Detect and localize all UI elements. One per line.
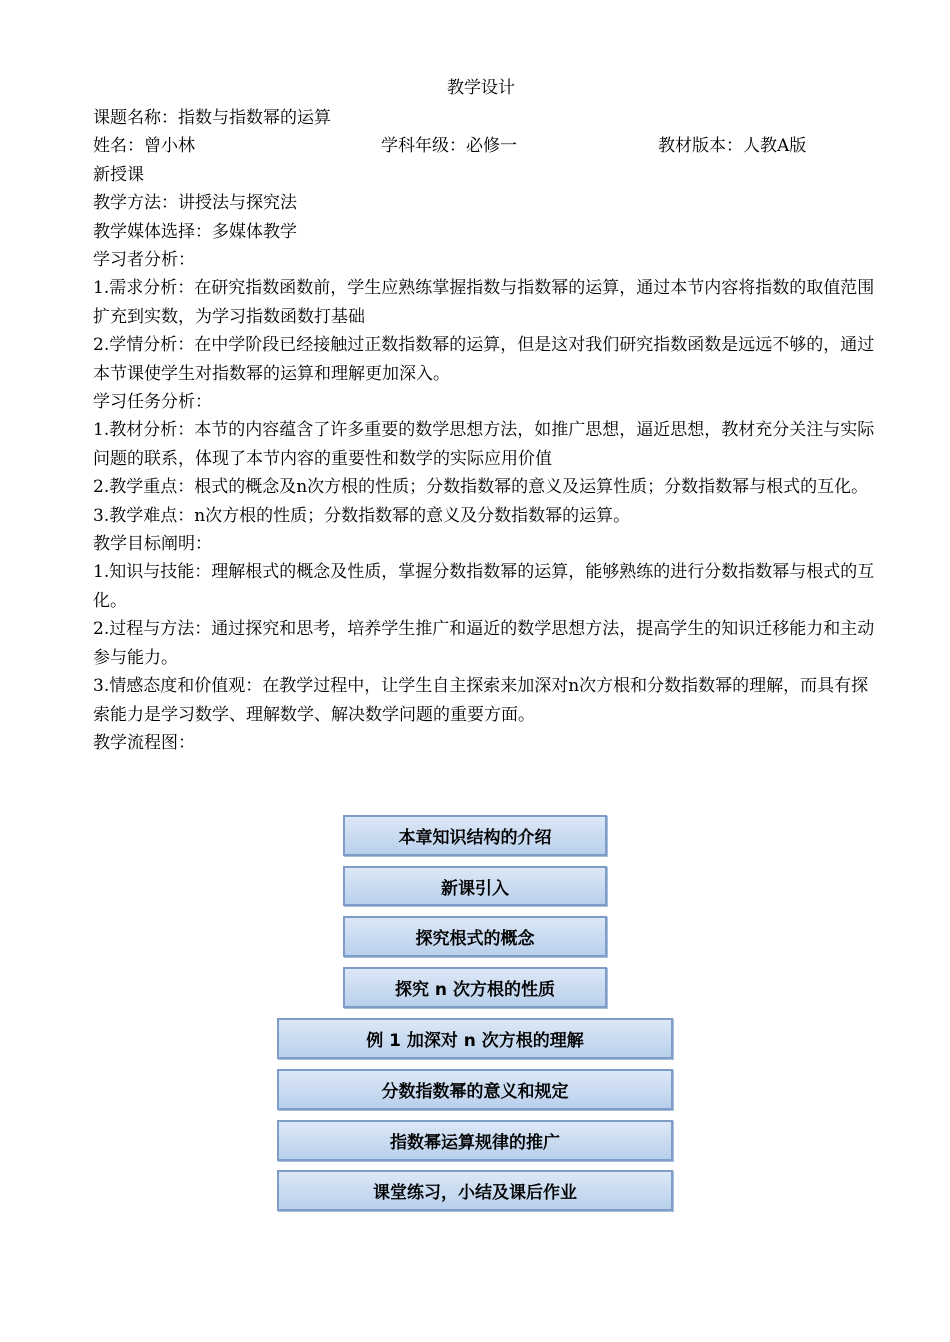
flowchart-step: 探究根式的概念 bbox=[343, 916, 607, 957]
textbook-edition: 教材版本：人教A版 bbox=[658, 136, 807, 157]
objectives-heading: 教学目标阐明： bbox=[93, 534, 212, 555]
task-analysis-item: 2.教学重点：根式的概念及n次方根的性质；分数指数幂的意义及运算性质；分数指数幂与根式的互化。 bbox=[93, 477, 869, 498]
objectives-item: 3.情感态度和价值观：在教学过程中，让学生自主探索来加深对n次方根和分数指数幂的理解，而具有探索能力是学习数学、理解数学、解决数学问题的重要方面。 bbox=[93, 676, 869, 725]
task-analysis-item: 1.教材分析：本节的内容蕴含了许多重要的数学思想方法，如推广思想，逼近思想，教材充分关注与实际问题的联系，体现了本节内容的重要性和数学的实际应用价值 bbox=[93, 420, 875, 469]
teaching-method: 教学方法：讲授法与探究法 bbox=[93, 193, 297, 214]
learner-analysis-item: 2.学情分析：在中学阶段已经接触过正数指数幂的运算，但是这对我们研究指数函数是远远不够的，通过本节课使学生对指数幂的运算和理解更加深入。 bbox=[93, 335, 875, 384]
task-analysis-item: 3.教学难点：n次方根的性质；分数指数幂的意义及分数指数幂的运算。 bbox=[93, 505, 631, 526]
learner-analysis-item: 1.需求分析：在研究指数函数前，学生应熟练掌握指数与指数幂的运算，通过本节内容将指数的取值范围扩充到实数，为学习指数函数打基础 bbox=[93, 278, 875, 327]
subject-grade: 学科年级：必修一 bbox=[381, 136, 517, 157]
flowchart-step: 分数指数幂的意义和规定 bbox=[277, 1069, 673, 1110]
media-choice: 教学媒体选择：多媒体教学 bbox=[93, 221, 297, 242]
teacher-name: 姓名：曾小林 bbox=[93, 136, 195, 157]
flowchart-step: 本章知识结构的介绍 bbox=[343, 815, 607, 856]
flowchart-step: 探究 n 次方根的性质 bbox=[343, 967, 607, 1008]
lesson-type: 新授课 bbox=[93, 164, 144, 185]
flowchart-step: 课堂练习，小结及课后作业 bbox=[277, 1170, 673, 1211]
flowchart-step: 新课引入 bbox=[343, 866, 607, 906]
learner-analysis-heading: 学习者分析： bbox=[93, 250, 195, 271]
task-analysis-heading: 学习任务分析： bbox=[93, 392, 212, 413]
flowchart-heading: 教学流程图： bbox=[93, 732, 195, 753]
objectives-item: 1.知识与技能：理解根式的概念及性质，掌握分数指数幂的运算，能够熟练的进行分数指数幂与根式的互化。 bbox=[93, 562, 875, 611]
flowchart-step: 例 1 加深对 n 次方根的理解 bbox=[277, 1018, 673, 1059]
objectives-item: 2.过程与方法：通过探究和思考，培养学生推广和逼近的数学思想方法，提高学生的知识迁移能力和主动参与能力。 bbox=[93, 619, 875, 668]
flowchart-step: 指数幂运算规律的推广 bbox=[277, 1120, 673, 1161]
document-title: 教学设计 bbox=[447, 78, 515, 98]
lesson-name: 课题名称：指数与指数幂的运算 bbox=[93, 108, 331, 128]
